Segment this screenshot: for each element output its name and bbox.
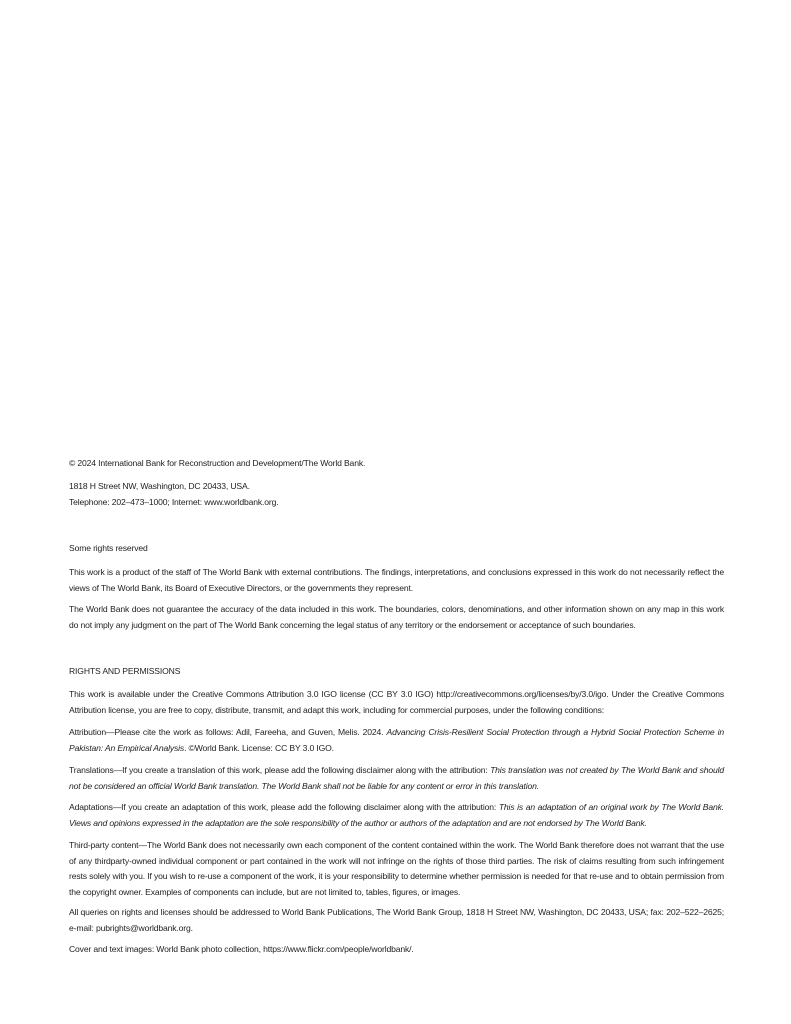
queries-paragraph: All queries on rights and licenses should be addressed to World Bank Publications, The World Bank Group, 1818 H Street NW, Washington, DC 20433, USA; fax: 202–522–2625; e-mail: pubrights@worldbank.org. xyxy=(69,907,724,933)
attribution-paragraph xyxy=(69,725,724,756)
translations-paragraph xyxy=(69,763,724,794)
adaptations-lead: Adaptations—If you create an adaptation of this work, please add the following disclaimer along with the attribution: xyxy=(69,802,499,812)
section-heading: RIGHTS AND PERMISSIONS xyxy=(69,666,181,676)
disclaimer-data: The World Bank does not guarantee the accuracy of the data included in this work. The boundaries, colors, denominations, and other information shown on any map in this work do not imply any judgment on the part of The World Bank concerning the legal status of any territory or the endorsement or acceptance of such boundaries. xyxy=(69,604,724,630)
attribution-title: Advancing Crisis-Resilient Social Protection through a Hybrid Social Protection Scheme in Pakistan: An Empirical Analysis xyxy=(69,727,724,753)
attribution-lead: Attribution—Please cite the work as follows: Adil, Fareeha, and Guven, Melis. 2024. xyxy=(69,727,387,737)
address-block xyxy=(69,479,724,510)
cover-credit: Cover and text images: World Bank photo collection, https://www.flickr.com/people/worldbank/. xyxy=(69,944,414,954)
translations-lead: Translations—If you create a translation of this work, please add the following disclaimer along with the attribution: xyxy=(69,765,491,775)
adaptations-paragraph xyxy=(69,800,724,831)
attribution-tail: . ©World Bank. License: CC BY 3.0 IGO. xyxy=(184,742,334,753)
third-party-paragraph: Third-party content—The World Bank does not necessarily own each component of the content contained within the work. The World Bank therefore does not warrant that the use of any thirdparty-owned individual component or part contained in the work will not infringe on the rights of those third parties. The risk of claims resulting from such infringement rests solely with you. If you wish to re-use a component of the work, it is your responsibility to determine whether permission is needed for that re-use and to obtain permission from the copyright owner. Examples of components can include, but are not limited to, tables, figures, or images. xyxy=(69,840,724,897)
copyright-page xyxy=(69,0,724,1024)
license-paragraph: This work is available under the Creative Commons Attribution 3.0 IGO license (CC BY 3.0 IGO) http://creativecommons.org/licenses/by/3.0/igo. Under the Creative Commons Attribution license, you are free to copy, distribute, transmit, and adapt this work, including for commercial purposes, under the following conditions: xyxy=(69,689,724,715)
contact-info: Telephone: 202–473–1000; Internet: www.worldbank.org. xyxy=(69,496,279,507)
street-address: 1818 H Street NW, Washington, DC 20433, USA. xyxy=(69,481,250,491)
rights-reserved-label: Some rights reserved xyxy=(69,543,148,553)
translations-disclaimer: This translation was not created by The World Bank and should not be considered an official World Bank translation. The World Bank shall not be liable for any content or error in this translation. xyxy=(69,765,724,791)
disclaimer-views: This work is a product of the staff of The World Bank with external contributions. The findings, interpretations, and conclusions expressed in this work do not necessarily reflect the views of The World Bank, its Board of Executive Directors, or the governments they represent. xyxy=(69,567,724,593)
copyright-notice: © 2024 International Bank for Reconstruction and Development/The World Bank. xyxy=(69,458,366,468)
adaptations-disclaimer: This is an adaptation of an original work by The World Bank. Views and opinions expressed in the adaptation are the sole responsibility of the author or authors of the adaptation and are not endorsed by The World Bank. xyxy=(69,802,724,828)
